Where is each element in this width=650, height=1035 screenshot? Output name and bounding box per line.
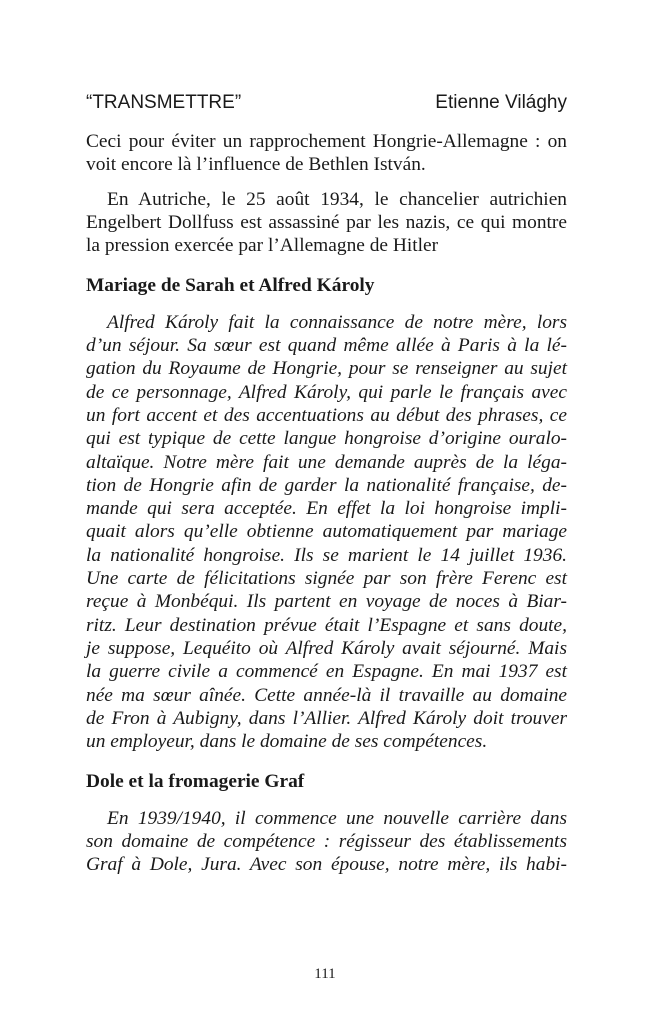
text-line: la guerre civile a commencé en Espagne. En mai 1937 est [86, 661, 567, 683]
text-line: d’un séjour. Sa sœur est quand même allée à Paris à la lé- [86, 335, 567, 357]
text-line: née ma sœur aînée. Cette année-là il travaille au domaine [86, 684, 567, 706]
text-line: voit encore là l’influence de Bethlen István. [86, 154, 426, 176]
header-author: Etienne Világhy [435, 92, 567, 113]
page-number: 111 [314, 966, 336, 982]
text-line: mande qui sera acceptée. En effet la loi hongroise impli- [86, 498, 567, 520]
text-line: la pression exercée par l’Allemagne de Hitler [86, 235, 439, 257]
text-line: un employeur, dans le domaine de ses compétences. [86, 731, 488, 753]
header-title: “TRANSMETTRE” [86, 92, 242, 113]
book-page [86, 92, 567, 877]
paragraph-3 [86, 311, 567, 754]
running-header [86, 92, 567, 118]
body-text [86, 130, 567, 877]
text-line: Engelbert Dollfuss est assassiné par les nazis, ce qui montre [86, 211, 567, 233]
text-line: altaïque. Notre mère fait une demande auprès de la léga- [86, 451, 567, 473]
section-heading-dole: Dole et la fromagerie Graf [86, 771, 305, 793]
text-line: quait alors qu’elle obtienne automatiquement par mariage [86, 521, 567, 543]
text-line: je suppose, Lequéito où Alfred Károly avait séjourné. Mais [86, 637, 567, 659]
text-line: Ceci pour éviter un rapprochement Hongrie-Allemagne : on [86, 131, 567, 152]
text-line: gation du Royaume de Hongrie, pour se renseigner au sujet [86, 358, 567, 380]
text-line: ritz. Leur destination prévue était l’Espagne et sans doute, [86, 614, 567, 636]
text-line: Une carte de félicitations signée par son frère Ferenc est [86, 568, 567, 590]
text-line: Alfred Károly fait la connaissance de notre mère, lors [107, 311, 567, 333]
paragraph-1 [86, 130, 567, 177]
text-line: de Fron à Aubigny, dans l’Allier. Alfred Károly doit trouver [86, 707, 567, 729]
text-line: Graf à Dole, Jura. Avec son épouse, notre mère, ils habi- [86, 854, 567, 876]
text-line: tion de Hongrie afin de garder la nationalité française, de- [86, 474, 567, 496]
text-line: son domaine de compétence : régisseur des établissements [86, 831, 567, 853]
text-line: En 1939/1940, il commence une nouvelle carrière dans [107, 807, 567, 829]
paragraph-2 [86, 188, 567, 258]
text-line: En Autriche, le 25 août 1934, le chancelier autrichien [107, 188, 567, 210]
paragraph-4 [86, 807, 567, 877]
text-line: de ce personnage, Alfred Károly, qui parle le français avec [86, 381, 567, 403]
text-line: qui est typique de cette langue hongroise d’origine ouralo- [86, 428, 567, 450]
text-line: reçue à Monbéqui. Ils partent en voyage de noces à Biar- [86, 591, 567, 613]
section-heading-mariage: Mariage de Sarah et Alfred Károly [86, 275, 375, 297]
text-line: un fort accent et des accentuations au début des phrases, ce [86, 404, 567, 426]
text-line: la nationalité hongroise. Ils se marient le 14 juillet 1936. [86, 544, 567, 566]
